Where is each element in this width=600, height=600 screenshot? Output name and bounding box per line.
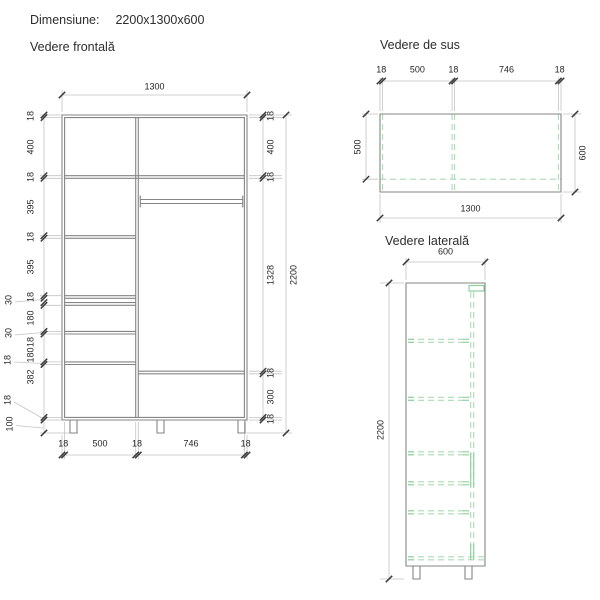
side-view-drawing [406, 283, 485, 579]
top-view-drawing [380, 114, 561, 192]
hidden-edge-dashed-lines [380, 114, 561, 560]
side-view-title: Vedere laterală [385, 234, 470, 248]
dim-front-right-6: 18 [265, 413, 275, 424]
front-view-drawing [62, 115, 247, 433]
dim-front-right-2: 18 [265, 171, 275, 183]
dim-front-bottom-3: 746 [183, 438, 199, 449]
dim-front-right-3: 1328 [265, 264, 275, 286]
dim-front-left-8: 18 [25, 336, 36, 348]
dim-top-chain-4: 18 [554, 64, 565, 75]
dim-front-bottom-0: 18 [58, 438, 69, 449]
dim-top-chain-0: 18 [376, 64, 387, 75]
drawing-header [30, 13, 204, 27]
dim-front-width: 1300 [144, 81, 165, 92]
dim-front-right-4: 18 [265, 367, 275, 378]
dim-front-left-3: 395 [25, 199, 36, 215]
hanging-rod [140, 196, 242, 207]
dim-front-left-10: 382 [25, 369, 36, 385]
dim-front-offset-3: 18 [2, 394, 13, 406]
dim-front-right-1: 400 [265, 139, 275, 155]
dim-front-offset-1: 30 [3, 327, 14, 339]
dim-front-bottom-2: 18 [131, 438, 143, 449]
dim-front-left-6: 18 [25, 291, 36, 303]
dim-front-overall-height: 2200 [288, 264, 299, 286]
dimension-ticks [41, 78, 578, 582]
dim-front-left-0: 18 [25, 111, 36, 122]
shelf-end-caps [408, 286, 484, 561]
dim-front-left-9: 180 [25, 346, 36, 363]
dim-front-offset-2: 18 [2, 354, 13, 366]
dim-front-left-5: 395 [25, 259, 36, 275]
dim-front-right-5: 300 [265, 388, 275, 405]
dimension-lines [14, 78, 581, 579]
dimension-label: Dimensiune: [30, 13, 100, 27]
dim-front-left-4: 18 [25, 231, 36, 243]
dim-front-bottom-4: 18 [240, 438, 251, 449]
dim-top-chain-3: 746 [498, 64, 515, 75]
dim-side-height: 2200 [375, 419, 385, 441]
top-view-title: Vedere de sus [380, 38, 460, 52]
dim-front-bottom-1: 500 [92, 438, 108, 449]
front-view-title: Vedere frontală [30, 40, 115, 54]
dim-side-width: 600 [437, 246, 454, 257]
dim-top-width: 1300 [460, 203, 481, 214]
dim-top-depth: 600 [577, 145, 588, 161]
dim-front-right-0: 18 [265, 111, 275, 122]
dim-top-left-depth: 500 [352, 138, 363, 155]
dim-top-chain-1: 500 [409, 64, 425, 75]
dim-front-left-1: 400 [25, 139, 36, 155]
dim-top-chain-2: 18 [448, 64, 459, 75]
dim-front-offset-0: 30 [3, 294, 14, 306]
dimension-value: 2200x1300x600 [115, 13, 205, 27]
dim-front-left-7: 180 [25, 310, 36, 326]
dim-front-left-2: 18 [25, 171, 36, 183]
dim-front-offset-4: 100 [4, 416, 15, 432]
